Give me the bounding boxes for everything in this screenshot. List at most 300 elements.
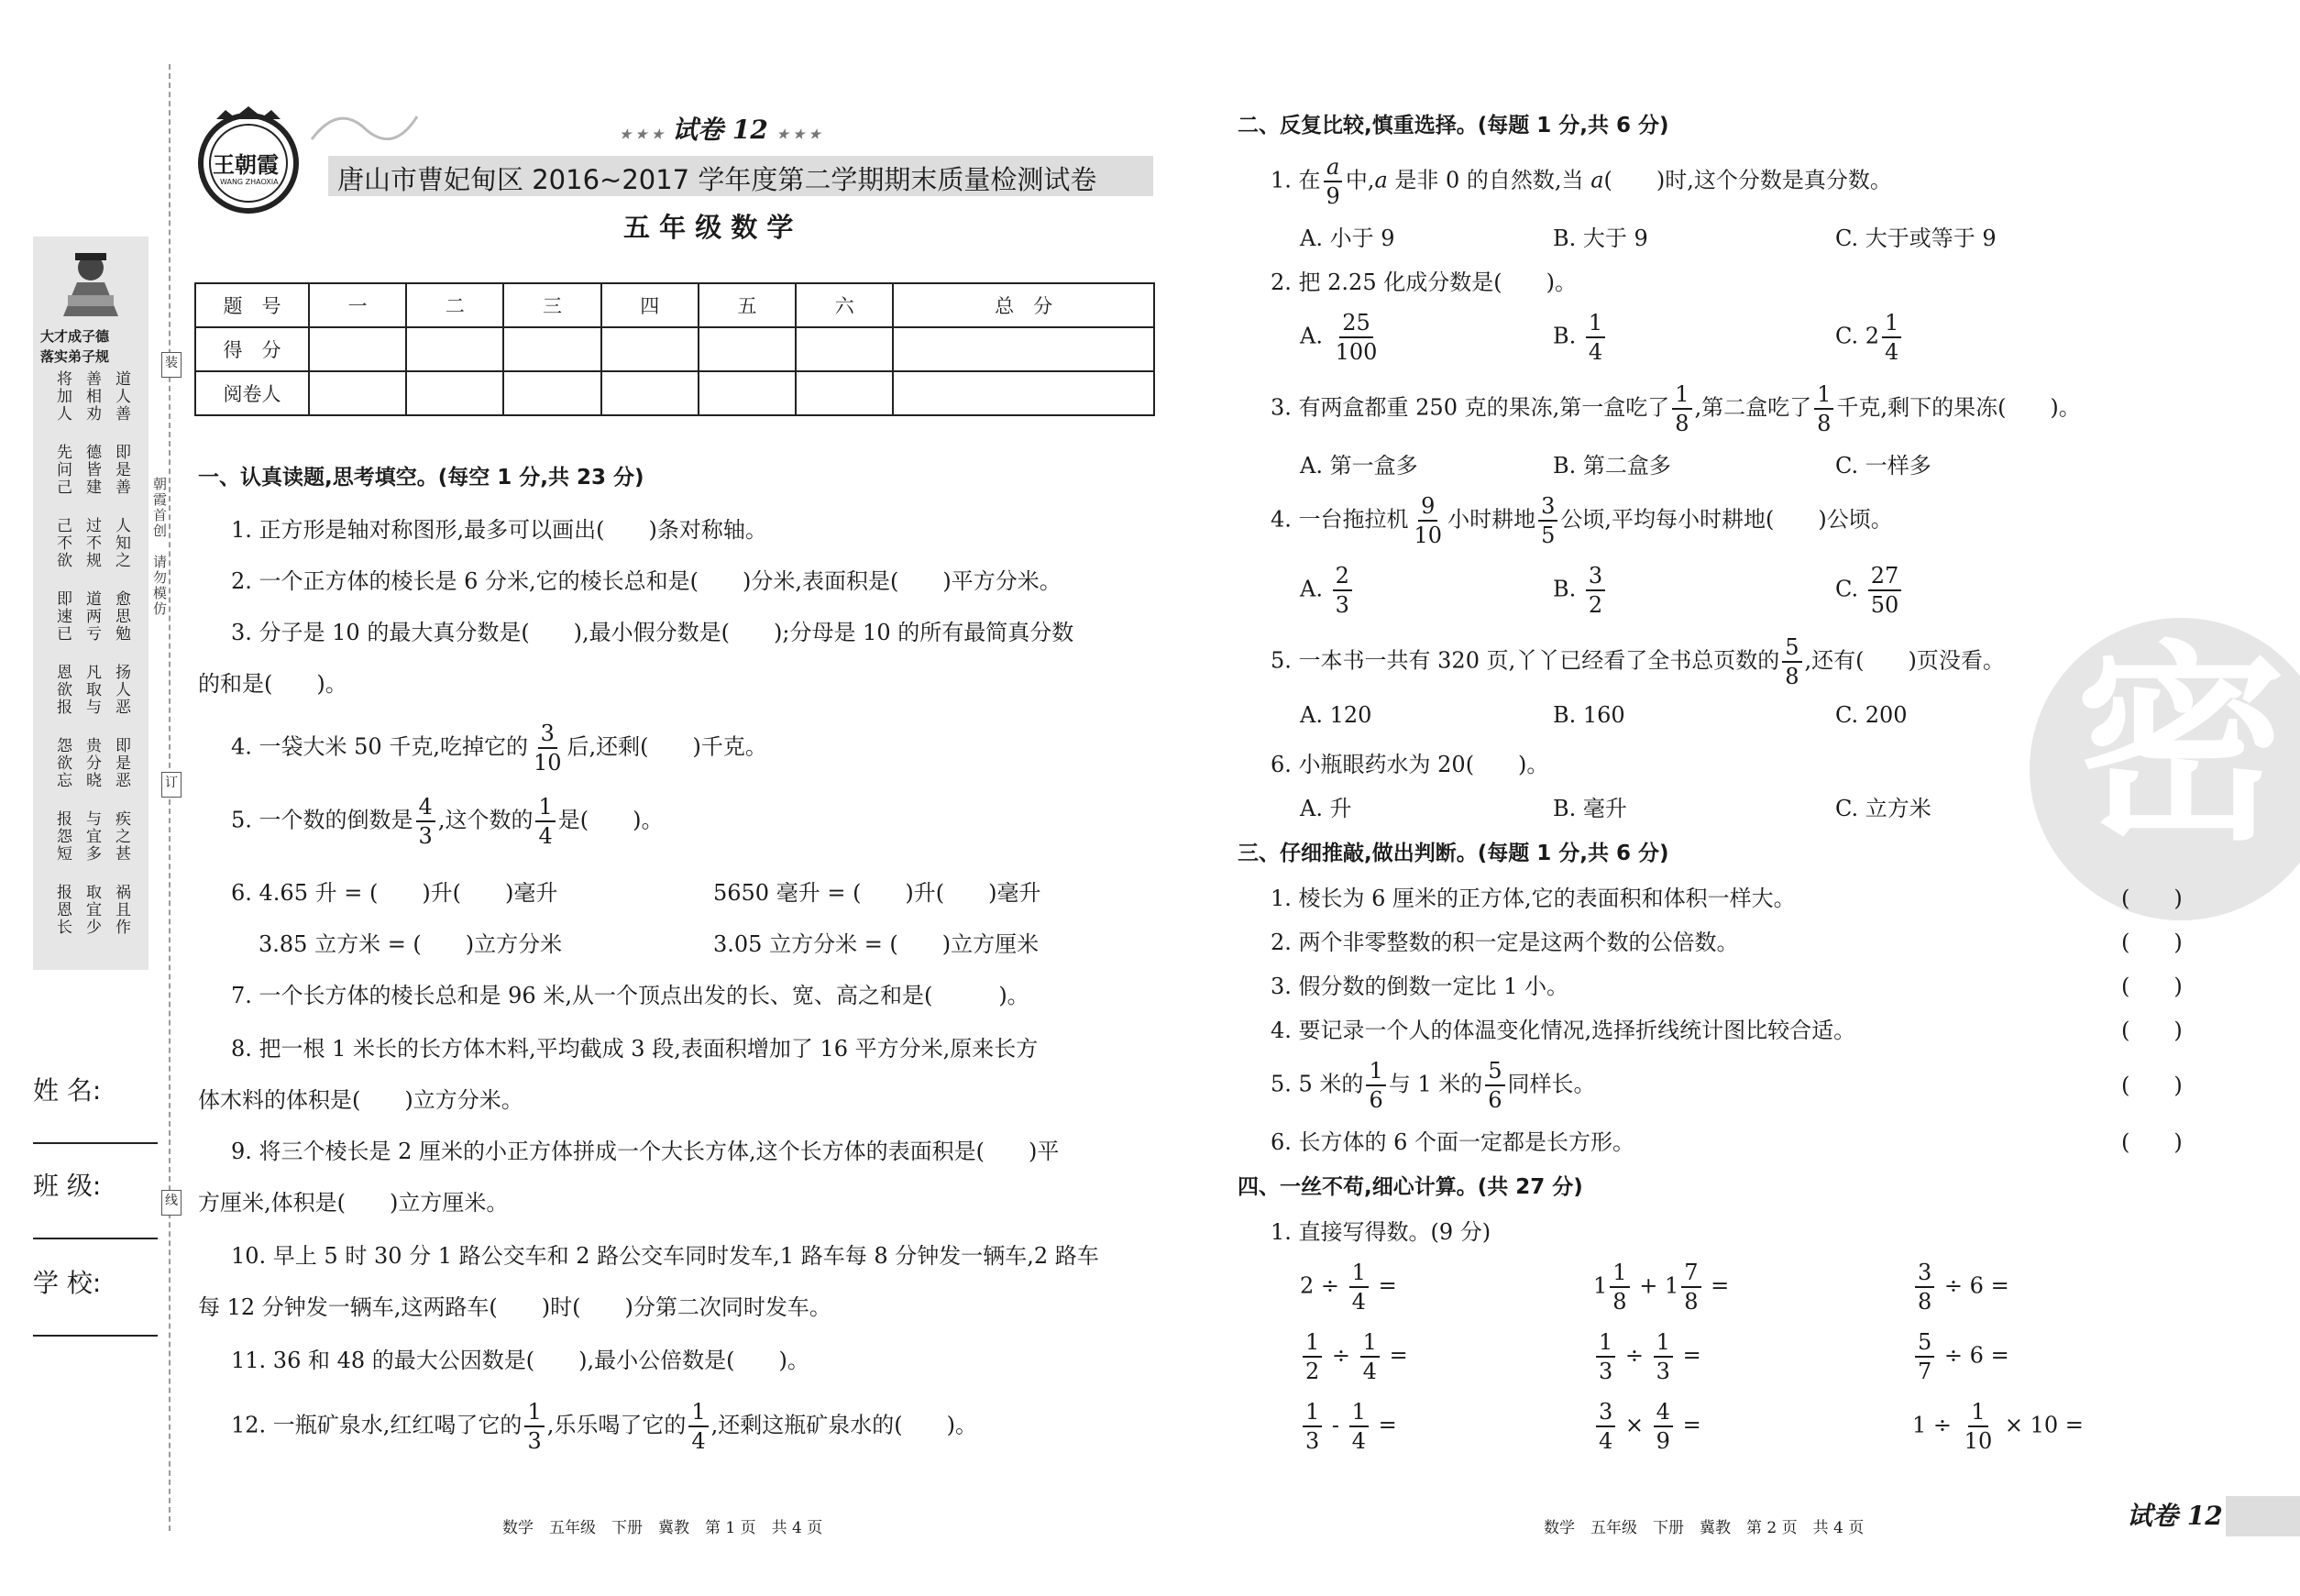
footer-left: 数学 五年级 下册 冀教 第 1 页 共 4 页: [502, 1519, 823, 1537]
verse: 即速已: [53, 590, 72, 643]
section-1-title: 一、认真读题,思考填空。(每空 1 分,共 23 分): [198, 466, 644, 490]
number: 10: [2030, 1412, 2059, 1438]
op: ÷: [1331, 1342, 1351, 1369]
fraction: [1360, 1331, 1380, 1382]
table-header-cell: 题 号: [195, 283, 309, 327]
verse: 扬人恶: [112, 664, 130, 716]
number: 1: [1664, 1272, 1679, 1299]
fraction: [1349, 1261, 1369, 1313]
denominator: 5: [1541, 523, 1556, 548]
score-cell[interactable]: [309, 327, 406, 371]
fraction: [1654, 1401, 1673, 1452]
school-field-label: 学 校:: [33, 1268, 102, 1298]
numerator: 25: [1339, 312, 1373, 338]
option-2-5-a[interactable]: A. 120: [1300, 702, 1372, 728]
denominator: 10: [1414, 523, 1443, 548]
score-cell[interactable]: [503, 327, 600, 371]
table-header-cell: 总 分: [893, 283, 1154, 327]
denominator: 9: [1656, 1428, 1670, 1454]
verse: 疾之甚: [112, 810, 130, 863]
variable-a: a: [1374, 167, 1388, 193]
fraction: [1681, 1261, 1700, 1313]
op: ÷: [1320, 1272, 1340, 1299]
denominator: 3: [418, 823, 433, 849]
question-2-1: [1271, 156, 1892, 207]
copy-notice: 朝霞首创 请勿模仿: [151, 477, 168, 617]
question-1-3b: 的和是( )。: [198, 671, 347, 697]
op: =: [2064, 1412, 2084, 1438]
numerator: 1: [1882, 312, 1901, 338]
school-field-line[interactable]: [33, 1335, 158, 1337]
denominator: 4: [1885, 339, 1899, 365]
q-text: 5. 一本书一共有 320 页,丫丫已经看了全书总页数的: [1271, 647, 1780, 674]
calc-item[interactable]: [1300, 1331, 1408, 1382]
watermark-seal: [2030, 618, 2300, 920]
op: ÷: [1624, 1342, 1645, 1369]
paper-badge: 试卷: [672, 115, 724, 145]
numerator: 1: [1366, 1060, 1385, 1086]
judge-answer-box[interactable]: ( ): [2121, 886, 2183, 911]
denominator: 50: [1870, 592, 1899, 618]
q-text: 千克,剩下的果冻( )。: [1836, 394, 2081, 421]
score-cell[interactable]: [796, 327, 893, 371]
calc-item[interactable]: [1912, 1331, 2009, 1382]
fraction: [524, 1401, 544, 1452]
sidebar-panel: [33, 237, 149, 970]
judge-3-1: 1. 棱长为 6 厘米的正方体,它的表面积和体积一样大。: [1271, 886, 1796, 911]
fraction: [1596, 1401, 1615, 1452]
option-2-5-b[interactable]: B. 160: [1553, 702, 1625, 728]
option-2-3-c[interactable]: C. 一样多: [1835, 453, 1931, 479]
judge-answer-box[interactable]: ( ): [2121, 1018, 2183, 1043]
sub-question-4-1: 1. 直接写得数。(9 分): [1271, 1219, 1491, 1245]
fraction: [1412, 495, 1446, 546]
judge-answer-box[interactable]: ( ): [2121, 930, 2183, 955]
numerator: 27: [1868, 565, 1902, 591]
question-1-5: [231, 796, 663, 847]
fraction: [1868, 565, 1902, 616]
numerator: 7: [1681, 1261, 1700, 1288]
binding-mark-2: 订: [161, 772, 182, 798]
fraction: [1610, 1261, 1629, 1313]
table-header-cell: 二: [406, 283, 503, 327]
verse: 凡取与: [83, 664, 101, 716]
q-text: 12. 一瓶矿泉水,红红喝了它的: [231, 1412, 523, 1438]
calc-item[interactable]: [1912, 1261, 2009, 1313]
op: =: [1990, 1342, 2009, 1369]
option-2-4-a[interactable]: [1300, 565, 1355, 616]
denominator: 2: [1305, 1359, 1320, 1384]
op: =: [1711, 1272, 1730, 1299]
sidebar-motto-1: 大才成子德: [40, 328, 110, 345]
q-text: 中,: [1345, 167, 1375, 193]
judge-3-5: [1271, 1060, 1596, 1111]
option-label: A.: [1300, 323, 1323, 349]
q-text: 4. 一台拖拉机: [1271, 506, 1409, 533]
numerator: 4: [1654, 1401, 1673, 1427]
section-2-title: 二、反复比较,慎重选择。(每题 1 分,共 6 分): [1238, 114, 1669, 138]
score-cell[interactable]: [699, 327, 796, 371]
calc-item[interactable]: [1593, 1331, 1701, 1382]
question-1-12: [231, 1401, 977, 1452]
option-label: C. 2: [1835, 323, 1880, 349]
footer-right: 数学 五年级 下册 冀教 第 2 页 共 4 页: [1544, 1519, 1865, 1537]
section-3-title: 三、仔细推敲,做出判断。(每题 1 分,共 6 分): [1238, 842, 1669, 865]
fraction: [531, 722, 565, 774]
score-cell[interactable]: [406, 371, 503, 415]
table-row: [195, 327, 1154, 371]
watermark-char: 密: [2075, 624, 2287, 869]
verse: 祸且作: [112, 884, 130, 936]
verse: 善相劝: [83, 370, 101, 423]
numerator: 5: [1782, 636, 1801, 663]
fraction: [1654, 1331, 1673, 1382]
q-text: 后,还剩( )千克。: [567, 733, 767, 760]
fraction: [1586, 565, 1605, 616]
numerator: 1: [1586, 312, 1605, 338]
judge-3-3: 3. 假分数的倒数一定比 1 小。: [1271, 974, 1569, 999]
option-2-4-b[interactable]: [1553, 565, 1608, 616]
fraction: [1324, 156, 1343, 207]
fraction: [688, 1401, 708, 1452]
fraction: [1672, 383, 1691, 435]
section-4-title: 四、一丝不苟,细心计算。(共 27 分): [1238, 1175, 1583, 1199]
option-2-3-a[interactable]: A. 第一盒多: [1300, 453, 1418, 479]
judge-3-2: 2. 两个非零整数的积一定是这两个数的公倍数。: [1271, 930, 1739, 955]
question-1-2: 2. 一个正方体的棱长是 6 分米,它的棱长总和是( )分米,表面积是( )平方分米。: [231, 568, 1062, 594]
denominator: 3: [1335, 592, 1349, 618]
numerator: 1: [688, 1401, 708, 1427]
numerator: 1: [524, 1401, 544, 1427]
op: ÷: [1943, 1342, 1964, 1369]
denominator: 4: [1351, 1428, 1366, 1454]
numerator: 1: [1968, 1401, 1987, 1427]
table-header-cell: 五: [699, 283, 796, 327]
verse: 怨欲忘: [53, 737, 72, 789]
fraction: [1915, 1331, 1934, 1382]
corner-badge-number: 12: [2186, 1501, 2223, 1531]
numerator: 1: [1349, 1261, 1369, 1288]
denominator: 4: [691, 1428, 706, 1454]
fraction: [1349, 1401, 1369, 1452]
denominator: 4: [1588, 339, 1603, 365]
calc-item[interactable]: [1300, 1401, 1397, 1452]
option-2-1-a[interactable]: A. 小于 9: [1300, 226, 1395, 251]
numerator: 1: [1814, 383, 1833, 410]
question-1-6c: 3.85 立方米 = ( )立方分米: [259, 931, 563, 957]
numerator: 3: [538, 722, 557, 749]
number: 2: [1300, 1272, 1315, 1299]
verse: 道人善: [112, 370, 130, 423]
q-text: 与 1 米的: [1388, 1071, 1483, 1097]
question-1-10b: 每 12 分钟发一辆车,这两路车( )时( )分第二次同时发车。: [198, 1294, 831, 1320]
denominator: 10: [1964, 1428, 1993, 1454]
denominator: 3: [1656, 1359, 1670, 1384]
question-1-6d: 3.05 立方分米 = ( )立方厘米: [713, 931, 1040, 957]
option-2-6-a[interactable]: A. 升: [1300, 796, 1352, 821]
verse: 报恩长: [53, 884, 72, 936]
score-table-header: [195, 283, 1154, 327]
numerator: 1: [1303, 1401, 1322, 1427]
verse: 己不欲: [53, 517, 72, 569]
option-2-1-b[interactable]: B. 大于 9: [1553, 226, 1648, 251]
score-cell[interactable]: [406, 327, 503, 371]
op: =: [1378, 1272, 1397, 1299]
number: 1: [1593, 1272, 1608, 1299]
fraction: [1586, 312, 1605, 363]
ribbon-decoration-icon: [303, 103, 422, 158]
option-2-6-b[interactable]: B. 毫升: [1553, 796, 1627, 821]
row-label: 得 分: [195, 327, 309, 371]
denominator: 8: [1918, 1289, 1932, 1315]
option-label: C.: [1835, 576, 1859, 602]
score-cell[interactable]: [796, 371, 893, 415]
question-2-4: [1271, 495, 1893, 546]
score-cell[interactable]: [503, 371, 600, 415]
q-text: 5. 一个数的倒数是: [231, 807, 413, 833]
question-1-11: 11. 36 和 48 的最大公因数是( ),最小公倍数是( )。: [231, 1348, 809, 1373]
brand-logo: [189, 106, 308, 216]
op: -: [1331, 1412, 1340, 1438]
numerator: 2: [1333, 565, 1352, 591]
class-field-line[interactable]: [33, 1238, 158, 1239]
verse: 过不规: [83, 517, 101, 569]
star-icon: ★ ★ ★: [620, 127, 664, 142]
score-cell[interactable]: [893, 371, 1154, 415]
q-text: 5. 5 米的: [1271, 1071, 1364, 1097]
score-cell[interactable]: [699, 371, 796, 415]
denominator: 8: [1785, 664, 1799, 689]
calc-item[interactable]: [1300, 1261, 1397, 1313]
op: +: [1639, 1272, 1658, 1299]
denominator: 7: [1918, 1359, 1932, 1384]
question-2-2: 2. 把 2.25 化成分数是( )。: [1271, 270, 1577, 295]
verse: 取宜少: [83, 884, 101, 936]
judge-answer-box[interactable]: ( ): [2121, 974, 2183, 999]
verse: 先问己: [53, 444, 72, 496]
denominator: 4: [1351, 1289, 1366, 1315]
question-1-3a: 3. 分子是 10 的最大真分数是( ),最小假分数是( );分母是 10 的所有最简真分数: [231, 620, 1074, 645]
option-2-5-c[interactable]: C. 200: [1835, 702, 1908, 728]
judge-answer-box[interactable]: ( ): [2121, 1073, 2183, 1098]
denominator: 9: [1326, 183, 1340, 209]
sidebar-motto-2: 落实弟子规: [40, 348, 110, 365]
verse: 即是恶: [112, 737, 130, 789]
score-cell[interactable]: [309, 371, 406, 415]
denominator: 4: [1362, 1359, 1377, 1384]
numerator: 9: [1418, 495, 1437, 522]
denominator: 8: [1684, 1289, 1699, 1315]
option-2-3-b[interactable]: B. 第二盒多: [1553, 453, 1671, 479]
numerator: 3: [1915, 1261, 1934, 1288]
number: 1: [1912, 1412, 1927, 1438]
fraction: [535, 796, 555, 847]
numerator: 1: [1672, 383, 1691, 410]
score-cell[interactable]: [601, 327, 699, 371]
verse: 即是善: [112, 444, 130, 496]
option-2-2-c[interactable]: [1835, 312, 1904, 363]
name-field-line[interactable]: [33, 1142, 158, 1144]
denominator: 3: [527, 1428, 542, 1454]
denominator: 6: [1369, 1087, 1383, 1113]
op: =: [1682, 1412, 1701, 1438]
numerator: 1: [1349, 1401, 1369, 1427]
numerator: 1: [1596, 1331, 1615, 1358]
logo-text: 王朝霞: [213, 151, 279, 178]
numerator: a: [1324, 156, 1342, 182]
option-2-2-a[interactable]: [1300, 312, 1382, 363]
option-2-4-c[interactable]: [1835, 565, 1904, 616]
corner-badge: [2127, 1496, 2223, 1533]
fraction: [1814, 383, 1833, 435]
q-text: ,还有( )页没看。: [1804, 647, 2005, 674]
verse: 道两亏: [83, 590, 101, 643]
q-text: 3. 有两盒都重 250 克的果冻,第一盒吃了: [1271, 394, 1670, 421]
score-cell[interactable]: [601, 371, 699, 415]
numerator: 3: [1538, 495, 1557, 522]
fraction: [1303, 1331, 1322, 1382]
fraction: [1333, 565, 1352, 616]
denominator: 2: [1588, 592, 1603, 618]
score-cell[interactable]: [893, 327, 1154, 371]
denominator: 4: [538, 823, 553, 849]
op: ÷: [1943, 1272, 1964, 1299]
option-2-2-b[interactable]: [1553, 312, 1608, 363]
verse: 报怨短: [53, 810, 72, 863]
op: ×: [2004, 1412, 2023, 1438]
denominator: 10: [533, 750, 562, 776]
exam-title: 唐山市曹妃甸区 2016~2017 学年度第二学期期末质量检测试卷: [337, 164, 1097, 195]
verse: 将加人: [53, 370, 72, 423]
numerator: 3: [1596, 1401, 1615, 1427]
question-2-5: [1271, 636, 2005, 688]
question-1-8b: 体木料的体积是( )立方分米。: [198, 1087, 523, 1113]
page-corner-bar: [2226, 1496, 2300, 1536]
fraction: [1485, 1060, 1504, 1111]
row-label: 阅卷人: [195, 371, 309, 415]
q-text: ,乐乐喝了它的: [546, 1412, 687, 1438]
numerator: 1: [1610, 1261, 1629, 1288]
option-2-6-c[interactable]: C. 立方米: [1835, 796, 1931, 821]
table-row: [195, 371, 1154, 415]
op: =: [1389, 1342, 1408, 1369]
numerator: 3: [1586, 565, 1605, 591]
option-label: B.: [1553, 323, 1577, 349]
q-text: ,还剩这瓶矿泉水的( )。: [710, 1412, 977, 1438]
question-1-6b: 5650 毫升 = ( )升( )毫升: [713, 880, 1041, 906]
verse: 愈思勉: [112, 590, 130, 643]
denominator: 8: [1675, 411, 1689, 436]
fraction: [1915, 1261, 1934, 1313]
question-2-3: [1271, 383, 2081, 435]
q-text: ,第二盒吃了: [1694, 394, 1812, 421]
option-2-1-c[interactable]: C. 大于或等于 9: [1835, 226, 1997, 251]
fraction: [1782, 636, 1801, 688]
fraction: [1303, 1401, 1322, 1452]
q-text: 小时耕地: [1447, 506, 1536, 533]
denominator: 3: [1305, 1428, 1320, 1454]
verse: 人知之: [112, 517, 130, 569]
number: 6: [1969, 1342, 1984, 1369]
verse: 贵分晓: [83, 737, 101, 789]
logo-sub: WANG ZHAOXIA: [220, 178, 279, 186]
question-1-7: 7. 一个长方体的棱长总和是 96 米,从一个顶点出发的长、宽、高之和是( )。: [231, 983, 1029, 1008]
fraction: [1882, 312, 1901, 363]
question-1-9a: 9. 将三个棱长是 2 厘米的小正方体拼成一个大长方体,这个长方体的表面积是( )平: [231, 1139, 1060, 1164]
binding-mark-1: 装: [161, 352, 182, 378]
q-text: ( )时,这个分数是真分数。: [1603, 167, 1892, 193]
fraction: [1962, 1401, 1996, 1452]
question-1-4: [231, 722, 767, 774]
option-label: A.: [1300, 576, 1323, 602]
denominator: 100: [1335, 339, 1378, 365]
q-text: 同样长。: [1507, 1071, 1596, 1097]
fraction: [1538, 495, 1557, 546]
score-table: [194, 282, 1155, 416]
question-1-6a: 6. 4.65 升 = ( )升( )毫升: [231, 880, 558, 906]
calc-item[interactable]: [1912, 1401, 2084, 1452]
exam-subtitle: 五 年 级 数 学: [623, 212, 794, 243]
corner-badge-label: 试卷: [2127, 1501, 2179, 1531]
verse: 恩欲报: [53, 664, 72, 716]
fraction: [1366, 1060, 1385, 1111]
binding-dashed-line: [169, 64, 171, 1531]
fraction: [1333, 312, 1381, 363]
table-header-cell: 一: [309, 283, 406, 327]
verse: 与宜多: [83, 810, 101, 863]
fraction: [416, 796, 435, 847]
fraction: [1596, 1331, 1615, 1382]
denominator: 4: [1599, 1428, 1613, 1454]
denominator: 8: [1817, 411, 1832, 436]
numerator: 1: [1654, 1331, 1673, 1358]
scholar-figure-icon: [50, 248, 132, 321]
question-1-8a: 8. 把一根 1 米长的长方体木料,平均截成 3 段,表面积增加了 16 平方分米,原来长方: [231, 1036, 1039, 1062]
class-field-label: 班 级:: [33, 1171, 102, 1201]
verse: 德皆建: [83, 444, 101, 496]
op: =: [1682, 1342, 1701, 1369]
table-header-cell: 四: [601, 283, 699, 327]
q-text: 是( )。: [557, 807, 664, 833]
calc-item[interactable]: [1593, 1261, 1729, 1313]
judge-answer-box[interactable]: ( ): [2121, 1129, 2183, 1155]
calc-item[interactable]: [1593, 1401, 1701, 1452]
table-header-cell: 三: [503, 283, 600, 327]
op: ×: [1624, 1412, 1645, 1438]
denominator: 8: [1612, 1289, 1627, 1315]
question-1-1: 1. 正方形是轴对称图形,最多可以画出( )条对称轴。: [231, 517, 767, 543]
question-1-10a: 10. 早上 5 时 30 分 1 路公交车和 2 路公交车同时发车,1 路车每 8 分钟发一辆车,2 路车: [231, 1243, 1099, 1269]
numerator: 5: [1915, 1331, 1934, 1358]
numerator: 1: [535, 796, 555, 822]
numerator: 1: [1360, 1331, 1380, 1358]
paper-number-banner: [620, 110, 820, 147]
op: =: [1990, 1272, 2009, 1299]
sidebar-verses: [51, 370, 139, 948]
judge-3-6: 6. 长方体的 6 个面一定都是长方形。: [1271, 1129, 1635, 1155]
binding-mark-3: 线: [161, 1190, 182, 1216]
paper-number: 12: [732, 115, 768, 145]
question-2-6: 6. 小瓶眼药水为 20( )。: [1271, 752, 1549, 777]
op: ÷: [1932, 1412, 1953, 1438]
star-icon: ★ ★ ★: [776, 127, 821, 142]
q-text: ,这个数的: [437, 807, 534, 833]
variable-a: a: [1590, 167, 1604, 193]
name-field-label: 姓 名:: [33, 1075, 102, 1106]
table-header-cell: 六: [796, 283, 893, 327]
q-text: 4. 一袋大米 50 千克,吃掉它的: [231, 733, 528, 760]
number: 6: [1969, 1272, 1984, 1299]
